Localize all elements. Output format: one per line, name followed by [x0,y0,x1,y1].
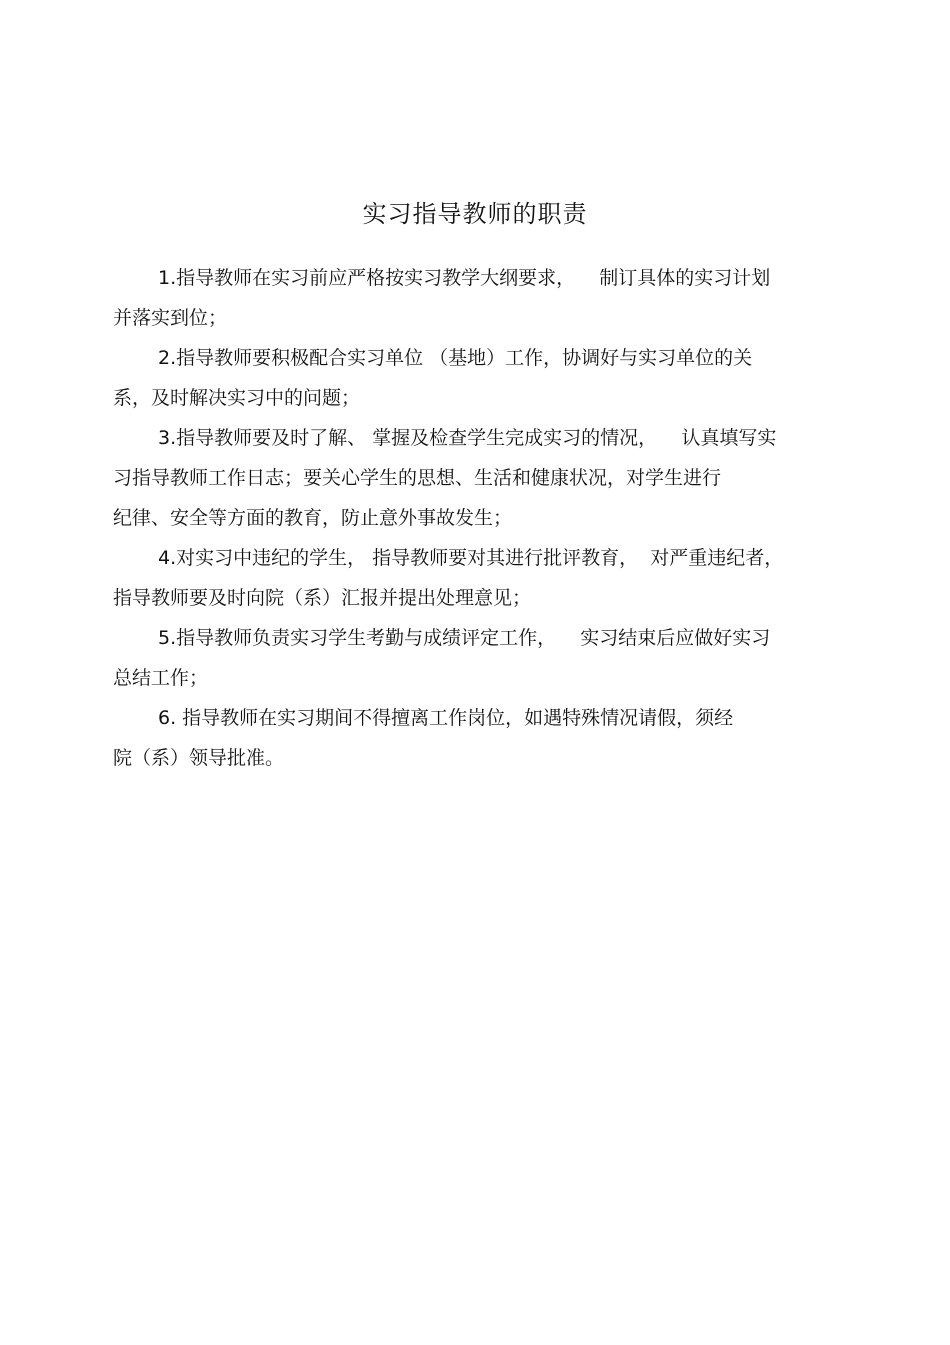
duty-line: 5.指导教师负责实习学生考勤与成绩评定工作， 实习结束后应做好实习 [158,627,771,649]
duty-item-4 [113,538,833,618]
duty-line: 系，及时解决实习中的问题； [113,387,361,409]
duty-line: 院（系）领导批准。 [113,747,285,769]
duty-item-1 [113,258,833,338]
duty-item-5 [113,618,833,698]
duty-line: 2.指导教师要积极配合实习单位 （基地）工作，协调好与实习单位的关 [158,347,753,369]
duty-line: 纪律、安全等方面的教育，防止意外事故发生； [113,507,513,529]
duty-line: 1.指导教师在实习前应严格按实习教学大纲要求， 制订具体的实习计划 [158,267,771,289]
duty-line: 并落实到位； [113,307,228,329]
duty-line: 3.指导教师要及时了解、 掌握及检查学生完成实习的情况， 认真填写实 [158,427,777,449]
duty-item-2 [113,338,833,418]
duty-line: 6. 指导教师在实习期间不得擅离工作岗位，如遇特殊情况请假，须经 [158,707,734,729]
duty-item-6 [113,698,833,778]
duty-item-3 [113,418,833,538]
duty-line: 习指导教师工作日志；要关心学生的思想、生活和健康状况，对学生进行 [113,467,722,489]
document-body [113,258,833,778]
duty-line: 总结工作； [113,667,209,689]
duty-line: 4.对实习中违纪的学生， 指导教师要对其进行批评教育， 对严重违纪者， [158,547,784,569]
document-title: 实习指导教师的职责 [362,200,588,228]
duty-line: 指导教师要及时向院（系）汇报并提出处理意见； [113,587,532,609]
